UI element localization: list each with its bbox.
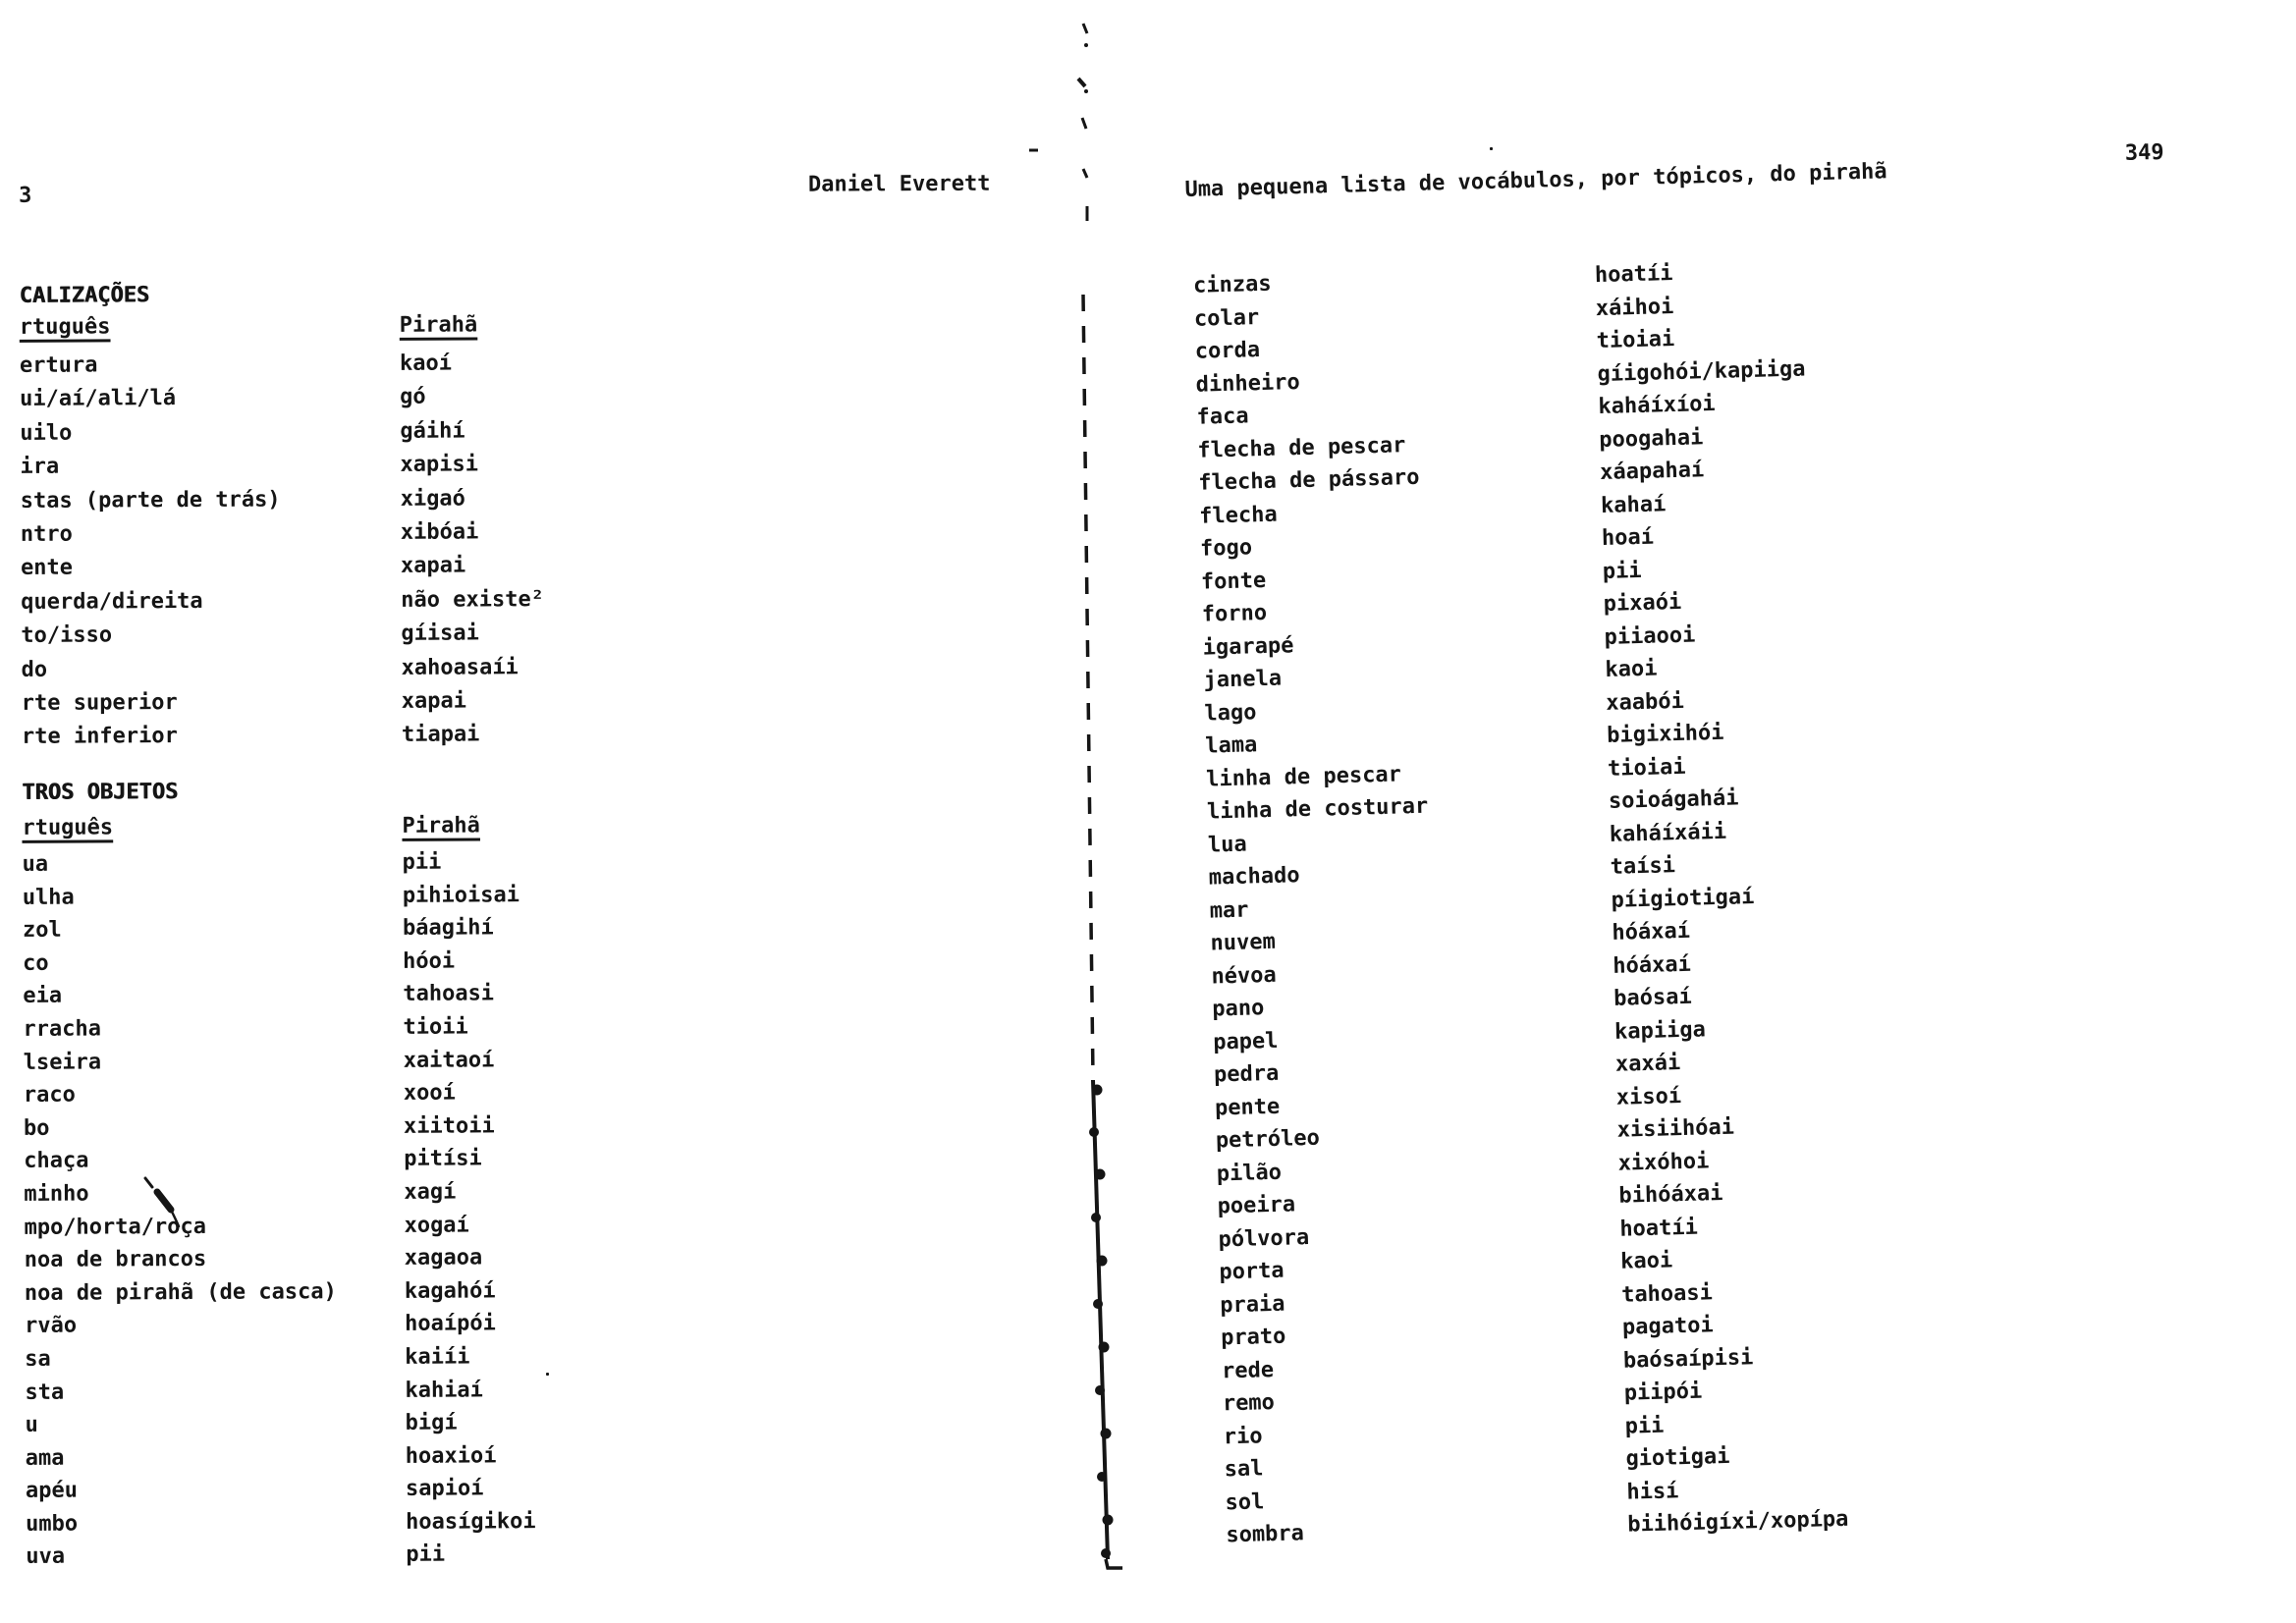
- piraha-term: hisí: [1626, 1478, 1679, 1505]
- piraha-term: hoatíi: [1594, 261, 1673, 289]
- piraha-term: tioiai: [1596, 326, 1675, 354]
- portuguese-term: faca: [1196, 404, 1249, 430]
- portuguese-term: linha de pescar: [1205, 761, 1402, 792]
- portuguese-term: lama: [1205, 732, 1258, 759]
- piraha-term: hoatíi: [1619, 1215, 1699, 1242]
- portuguese-term: remo: [1222, 1390, 1276, 1417]
- portuguese-term: flecha de pescar: [1197, 432, 1406, 463]
- portuguese-term: nuvem: [1210, 929, 1277, 956]
- portuguese-term: dinheiro: [1195, 369, 1300, 398]
- author-running-header: Daniel Everett: [807, 171, 991, 197]
- piraha-term: kahiaí: [405, 1377, 483, 1403]
- portuguese-term: ertura: [19, 352, 98, 378]
- portuguese-term: fogo: [1199, 535, 1253, 562]
- piraha-term: xapai: [401, 688, 467, 714]
- title-running-header: Uma pequena lista de vocábulos, por tópicos, do pirahã: [1184, 159, 1887, 202]
- piraha-term: não existe²: [401, 586, 544, 613]
- portuguese-term: pólvora: [1218, 1224, 1310, 1252]
- portuguese-term: rio: [1223, 1423, 1263, 1449]
- column-header-piraha: Pirahã: [399, 312, 478, 338]
- vocab-row: [25, 1271, 1007, 1310]
- piraha-term: kaháíxíoi: [1598, 391, 1716, 420]
- piraha-term: xaxái: [1614, 1051, 1681, 1077]
- portuguese-term: sombra: [1226, 1521, 1305, 1548]
- vocab-row: [25, 1338, 1007, 1377]
- piraha-term: píigiotigaí: [1611, 884, 1755, 913]
- portuguese-term: ua: [22, 851, 49, 877]
- vocab-row: [24, 1041, 1006, 1079]
- portuguese-term: ente: [20, 555, 74, 581]
- piraha-term: xaabói: [1606, 688, 1685, 716]
- piraha-term: kagahóí: [404, 1278, 496, 1304]
- column-header-portugues: rtuguês: [19, 314, 111, 340]
- piraha-term: xisiihóai: [1616, 1114, 1735, 1143]
- portuguese-term: cinzas: [1192, 271, 1272, 298]
- piraha-term: baósaí: [1613, 984, 1693, 1011]
- portuguese-term: sal: [1224, 1456, 1264, 1483]
- vocab-row: [23, 876, 1005, 914]
- piraha-term: sapioí: [405, 1476, 484, 1502]
- portuguese-term: poeira: [1217, 1192, 1296, 1219]
- vocab-row: [20, 345, 1002, 384]
- piraha-term: báagihí: [402, 915, 494, 942]
- section-title-outros-objetos: TROS OBJETOS: [22, 780, 179, 805]
- portuguese-term: petróleo: [1215, 1125, 1321, 1154]
- portuguese-term: linha de costurar: [1206, 793, 1429, 825]
- portuguese-term: pilão: [1216, 1160, 1283, 1186]
- column-header-portugues: rtuguês: [22, 815, 114, 840]
- portuguese-term: zol: [22, 917, 62, 944]
- portuguese-term: lago: [1204, 699, 1257, 727]
- portuguese-term: querda/direita: [21, 588, 203, 615]
- portuguese-term: sa: [25, 1346, 51, 1372]
- portuguese-term: fonte: [1200, 568, 1267, 595]
- portuguese-term: rte superior: [21, 689, 178, 716]
- piraha-term: hóoi: [403, 948, 456, 974]
- vocab-row: [26, 1536, 1008, 1574]
- vocab-row: [23, 975, 1005, 1013]
- mouse-cursor-icon: [136, 1170, 191, 1233]
- vocab-row: [23, 942, 1005, 980]
- vocab-row: [21, 547, 1003, 586]
- right-page: [1183, 103, 2296, 1623]
- portuguese-term: umbo: [26, 1511, 79, 1537]
- vocab-row: [21, 479, 1003, 518]
- vocab-row: [20, 378, 1002, 417]
- portuguese-term: ntro: [20, 521, 73, 547]
- portuguese-term: noa de pirahã (de casca): [24, 1278, 337, 1306]
- portuguese-term: noa de brancos: [24, 1247, 207, 1273]
- vocab-row: [21, 615, 1003, 654]
- portuguese-term: to/isso: [21, 622, 113, 649]
- portuguese-term: mpo/horta/roça: [24, 1214, 207, 1240]
- vocab-row: [23, 1008, 1005, 1047]
- portuguese-term: corda: [1194, 338, 1261, 364]
- portuguese-term: forno: [1201, 600, 1268, 627]
- piraha-term: pitísi: [404, 1146, 482, 1172]
- vocab-row: [23, 843, 1005, 882]
- piraha-term: biihóigíxi/xopípa: [1626, 1506, 1849, 1538]
- piraha-term: xaitaoí: [403, 1047, 495, 1073]
- scan-speck: [1490, 147, 1493, 150]
- vocab-row: [23, 909, 1005, 947]
- piraha-term: hoaípói: [405, 1311, 496, 1337]
- section-title-localizacoes: CALIZAÇÕES: [19, 283, 150, 308]
- portuguese-term: pano: [1212, 996, 1265, 1022]
- piraha-term: xáapahaí: [1599, 458, 1705, 486]
- vocab-row: [21, 514, 1003, 553]
- piraha-term: xixóhoi: [1617, 1148, 1710, 1176]
- portuguese-term: rvão: [25, 1313, 78, 1339]
- piraha-term: kaiíi: [405, 1344, 470, 1370]
- portuguese-term: colar: [1193, 304, 1260, 332]
- piraha-term: soioágahái: [1608, 785, 1739, 814]
- piraha-term: pihioisai: [402, 882, 520, 908]
- piraha-term: bihóáxai: [1618, 1180, 1723, 1209]
- piraha-term: xagí: [404, 1179, 457, 1205]
- piraha-term: bigixihói: [1606, 720, 1724, 748]
- portuguese-term: bo: [23, 1115, 50, 1141]
- vocab-row: [21, 648, 1003, 687]
- piraha-term: pii: [1624, 1413, 1665, 1439]
- portuguese-term: pedra: [1213, 1060, 1280, 1088]
- piraha-term: piiaooi: [1604, 622, 1696, 650]
- vocab-row: [24, 1074, 1006, 1112]
- piraha-term: gáihí: [400, 418, 465, 444]
- piraha-term: kaoi: [1619, 1248, 1673, 1274]
- portuguese-term: ama: [25, 1445, 65, 1471]
- portuguese-term: ira: [20, 454, 60, 480]
- piraha-term: xisoí: [1615, 1083, 1682, 1110]
- piraha-term: hoaí: [1601, 524, 1655, 551]
- piraha-term: hoaxioí: [405, 1443, 497, 1469]
- piraha-term: xapisi: [400, 452, 479, 478]
- vocab-row: [22, 682, 1004, 722]
- piraha-term: pixaói: [1603, 589, 1682, 617]
- portuguese-term: pente: [1214, 1094, 1281, 1120]
- piraha-term: xáihoi: [1595, 294, 1674, 321]
- piraha-term: tahoasi: [1620, 1279, 1714, 1308]
- vocab-list-right: [1193, 242, 2296, 1552]
- piraha-term: taísi: [1610, 853, 1676, 880]
- portuguese-term: minho: [24, 1181, 89, 1207]
- piraha-term: pii: [402, 849, 442, 875]
- portuguese-term: co: [23, 950, 49, 976]
- piraha-term: hóáxaí: [1613, 951, 1692, 979]
- portuguese-term: lseira: [23, 1050, 102, 1075]
- piraha-term: giotigai: [1625, 1443, 1730, 1472]
- vocab-row: [26, 1404, 1008, 1442]
- piraha-term: tiapai: [401, 722, 480, 748]
- portuguese-term: stas (parte de trás): [20, 487, 281, 514]
- vocab-row: [20, 446, 1002, 485]
- left-page: [0, 0, 1119, 1623]
- portuguese-term: u: [25, 1412, 38, 1437]
- portuguese-term: sol: [1225, 1488, 1265, 1515]
- portuguese-term: janela: [1203, 666, 1283, 693]
- portuguese-term: rte inferior: [21, 724, 178, 750]
- piraha-term: kaoi: [1605, 656, 1658, 682]
- vocab-row: [26, 1503, 1008, 1542]
- portuguese-term: praia: [1219, 1291, 1285, 1318]
- page-fold-line: [1021, 0, 1129, 1623]
- piraha-term: baósaípisi: [1622, 1344, 1754, 1374]
- piraha-term: bigí: [405, 1410, 458, 1435]
- vocab-row: [26, 1470, 1008, 1508]
- vocab-row: [26, 1436, 1008, 1475]
- piraha-term: tioii: [403, 1014, 468, 1040]
- piraha-term: xiitoii: [403, 1113, 495, 1139]
- piraha-term: kahaí: [1600, 491, 1667, 518]
- piraha-term: pii: [1602, 558, 1642, 584]
- piraha-term: hoasígikoi: [406, 1509, 536, 1535]
- piraha-term: xibóai: [400, 519, 479, 545]
- piraha-term: xapai: [400, 553, 466, 579]
- portuguese-term: papel: [1212, 1028, 1279, 1055]
- portuguese-term: rede: [1221, 1357, 1275, 1383]
- portuguese-term: uilo: [20, 420, 73, 446]
- right-page-number: 349: [2124, 139, 2164, 166]
- vocab-row: [24, 1107, 1006, 1145]
- scan-speck: [546, 1373, 549, 1376]
- column-header-piraha: Pirahã: [402, 813, 480, 839]
- piraha-term: tahoasi: [403, 981, 495, 1007]
- piraha-term: kaoí: [399, 351, 452, 376]
- piraha-term: pagatoi: [1621, 1313, 1715, 1340]
- piraha-term: xogaí: [404, 1213, 469, 1238]
- portuguese-term: do: [21, 657, 48, 682]
- portuguese-term: uva: [26, 1544, 66, 1570]
- portuguese-term: chaça: [24, 1148, 89, 1174]
- portuguese-term: mar: [1209, 897, 1249, 924]
- portuguese-term: lua: [1207, 832, 1248, 858]
- portuguese-term: ulha: [22, 885, 75, 910]
- piraha-term: pii: [406, 1542, 446, 1568]
- vocab-row: [22, 716, 1004, 755]
- portuguese-term: prato: [1220, 1324, 1286, 1351]
- vocab-row: [25, 1371, 1007, 1409]
- portuguese-term: flecha: [1198, 502, 1279, 529]
- piraha-term: gó: [400, 385, 426, 410]
- portuguese-term: rracha: [23, 1016, 102, 1042]
- vocab-list-localizacoes: [20, 345, 1004, 755]
- piraha-term: poogahai: [1599, 424, 1704, 453]
- portuguese-term: machado: [1208, 863, 1300, 891]
- vocab-row: [21, 580, 1003, 620]
- piraha-term: xahoasaíi: [401, 654, 519, 680]
- portuguese-term: flecha de pássaro: [1198, 464, 1420, 496]
- portuguese-term: porta: [1219, 1258, 1285, 1285]
- portuguese-term: sta: [25, 1380, 65, 1405]
- vocab-row: [25, 1239, 1007, 1277]
- portuguese-term: névoa: [1211, 962, 1278, 990]
- vocab-row: [25, 1305, 1007, 1343]
- piraha-term: tioiai: [1607, 754, 1686, 782]
- portuguese-term: ui/aí/ali/lá: [20, 386, 177, 412]
- piraha-term: gíisai: [401, 621, 479, 646]
- left-page-number: 3: [18, 183, 32, 208]
- piraha-term: kapiiga: [1613, 1016, 1707, 1045]
- piraha-term: xagaoa: [404, 1245, 483, 1271]
- portuguese-term: raco: [23, 1082, 76, 1109]
- portuguese-term: apéu: [25, 1478, 79, 1504]
- piraha-term: hóáxaí: [1612, 918, 1691, 946]
- piraha-term: kaháíxáii: [1609, 819, 1727, 847]
- piraha-term: xooí: [403, 1080, 456, 1107]
- piraha-term: piipói: [1623, 1379, 1703, 1406]
- vocab-row: [20, 411, 1002, 451]
- piraha-term: gíigohói/kapiiga: [1597, 356, 1806, 387]
- piraha-term: xigaó: [400, 486, 465, 512]
- portuguese-term: eia: [23, 984, 63, 1009]
- portuguese-term: igarapé: [1202, 632, 1294, 661]
